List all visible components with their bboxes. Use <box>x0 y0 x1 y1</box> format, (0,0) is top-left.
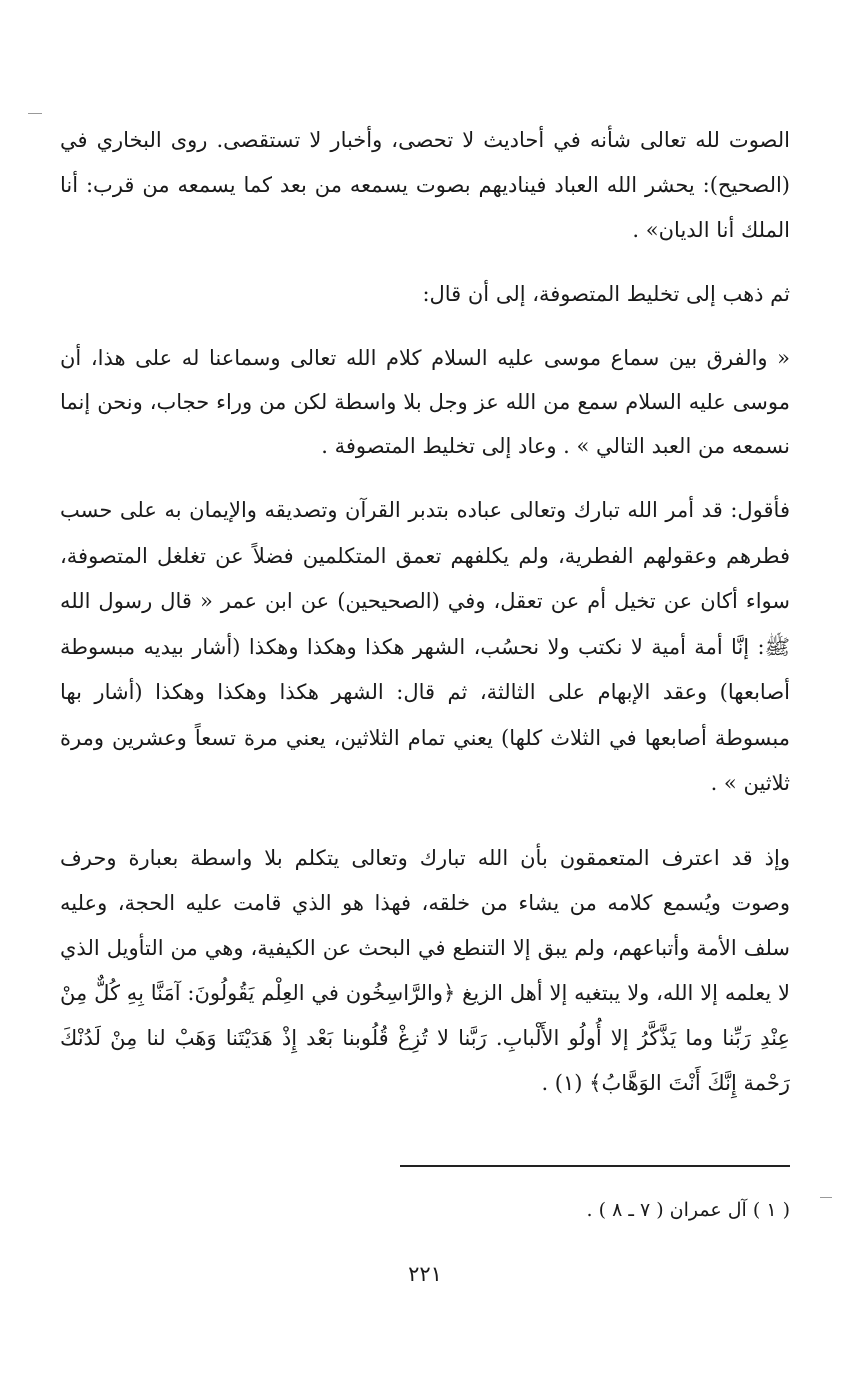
paragraph-3: « والفرق بين سماع موسى عليه السلام كلام الله تعالى وسماعنا له على هذا، أن موسى عليه السلام سمع من الله عز وجل بلا واسطة لكن من وراء حجاب، ونحن إنما نسمعه من العبد التالي » . وعاد إلى تخليط المتصوفة . <box>60 346 790 458</box>
paragraph-2: ثم ذهب إلى تخليط المتصوفة، إلى أن قال: <box>422 282 790 306</box>
margin-mark-top <box>28 113 42 114</box>
paragraph-4: فأقول: قد أمر الله تبارك وتعالى عباده بتدبر القرآن وتصديقه والإيمان به على حسب فطرهم وعقولهم الفطرية، ولم يكلفهم تعمق المتكلمين فضلاً عن تغلغل المتصوفة، سواء أكان عن تخيل أم عن تعقل، وفي (الصحيحين) عن ابن عمر « قال رسول الله ﷺ: إنَّا أمة أمية لا نكتب ولا نحسُب، الشهر هكذا وهكذا وهكذا (أشار بيديه مبسوطة أصابعها) وعقد الإبهام على الثالثة، ثم قال: الشهر هكذا وهكذا وهكذا (أشار بها مبسوطة أصابعها في الثلاث كلها) يعني تمام الثلاثين، يعني مرة تسعاً وعشرين ومرة ثلاثين » . <box>60 498 790 795</box>
footnote: ( ١ ) آل عمران ( ٧ ـ ٨ ) . <box>586 1199 790 1221</box>
margin-mark-bottom <box>820 1197 832 1198</box>
page-number: ٢٢١ <box>408 1262 442 1286</box>
paragraph-5: وإذ قد اعترف المتعمقون بأن الله تبارك وتعالى يتكلم بلا واسطة بعبارة وحرف وصوت ويُسمع كلامه من يشاء من خلقه، فهذا هو الذي قامت عليه الحجة، وعليه سلف الأمة وأتباعهم، ولم يبق إلا التنطع في البحث عن الكيفية، وهي من التأويل الذي لا يعلمه إلا الله، ولا يبتغيه إلا أهل الزيغ ﴿والرَّاسِخُون في العِلْم يَقُولُونَ: آمَنَّا بِهِ كُلٌّ مِنْ عِنْدِ رَبِّنا وما يَذَّكَّرُ إلا أُولُو الأَلْبابِ. رَبَّنا لا تُزِغْ قُلُوبنا بَعْد إِذْ هَدَيْتَنا وَهَبْ لنا مِنْ لَدُنْكَ رَحْمة إِنَّكَ أَنْتَ الوَهَّابُ﴾ (١) . <box>60 846 791 1095</box>
paragraph-1: الصوت لله تعالى شأنه في أحاديث لا تحصى، وأخبار لا تستقصى. روى البخاري في (الصحيح): يحشر الله العباد فيناديهم بصوت يسمعه من بعد كما يسمعه من قرب: أنا الملك أنا الديان» . <box>60 128 790 242</box>
footnote-divider <box>400 1165 790 1167</box>
